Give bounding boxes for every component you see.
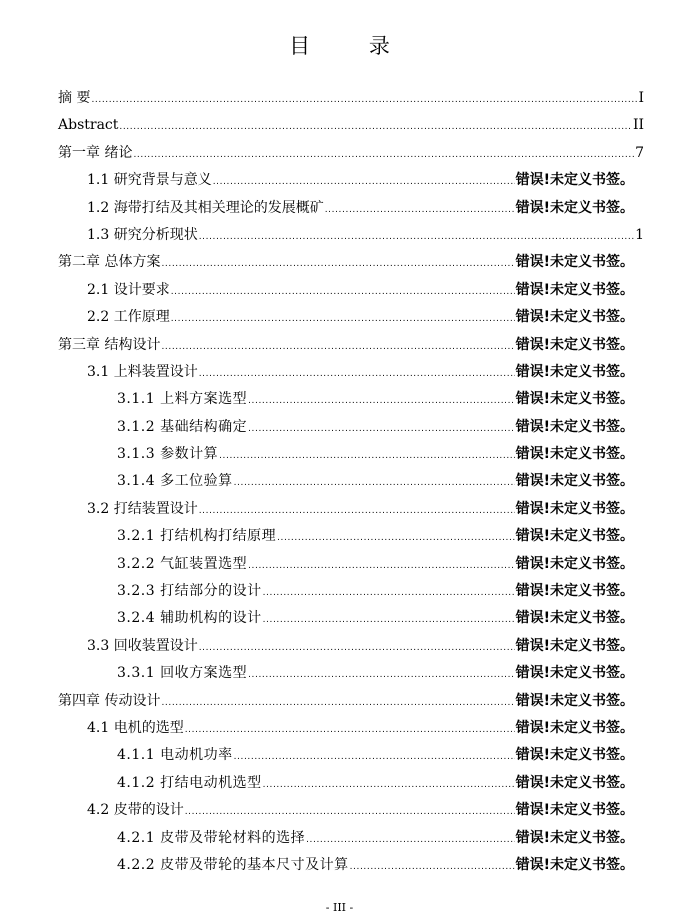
toc-entry-error-text: 错误!未定义书签。	[515, 528, 634, 545]
toc-leader-dots	[234, 744, 515, 771]
toc-entry-label: 3.3 回收装置设计	[87, 637, 198, 654]
toc-entry-page-number: 1	[635, 226, 644, 243]
toc-entry-label: 3.1.3 参数计算	[117, 446, 219, 463]
toc-leader-dots	[263, 772, 515, 799]
toc-entry[interactable]	[58, 386, 644, 413]
toc-entry-label: 1.2 海带打结及其相关理论的发展概矿	[87, 199, 324, 216]
toc-leader-dots	[185, 799, 515, 826]
toc-entry-error-text: 错误!未定义书签。	[515, 637, 634, 654]
toc-entry-label: 3.2.4 辅助机构的设计	[117, 610, 262, 627]
toc-leader-dots	[248, 388, 515, 415]
toc-entry-label: 4.1.1 电动机功率	[117, 747, 233, 764]
toc-entry-error-text: 错误!未定义书签。	[515, 172, 634, 189]
toc-entry-error-text: 错误!未定义书签。	[515, 610, 634, 627]
toc-entry[interactable]	[58, 277, 644, 304]
toc-leader-dots	[234, 470, 515, 497]
toc-entry-error-text: 错误!未定义书签。	[515, 665, 634, 682]
toc-entry[interactable]	[58, 551, 644, 578]
toc-entry[interactable]	[58, 496, 644, 523]
toc-leader-dots	[213, 169, 515, 196]
toc-entry-label: 3.2 打结装置设计	[87, 500, 198, 517]
toc-entry-label: 摘 要	[58, 90, 91, 106]
toc-entry[interactable]	[58, 605, 644, 632]
toc-leader-dots	[185, 717, 515, 744]
toc-entry-error-text: 错误!未定义书签。	[515, 555, 634, 572]
toc-leader-dots	[171, 306, 515, 333]
toc-entry-label: 第一章 绪论	[58, 144, 133, 161]
toc-leader-dots	[133, 142, 634, 169]
toc-entry-label: 第三章 结构设计	[58, 336, 161, 353]
toc-entry-label: 1.1 研究背景与意义	[87, 172, 212, 189]
toc-entry[interactable]	[58, 578, 644, 605]
toc-entry[interactable]	[58, 332, 644, 359]
toc-entry-label: 3.3.1 回收方案选型	[117, 665, 248, 682]
toc-leader-dots	[263, 607, 515, 634]
toc-leader-dots	[350, 854, 515, 881]
toc-entry-label: 第四章 传动设计	[58, 692, 161, 709]
toc-entry[interactable]	[58, 359, 644, 386]
toc-leader-dots	[248, 662, 515, 689]
toc-entry-label: 3.1.4 多工位验算	[117, 473, 233, 490]
toc-leader-dots	[199, 224, 634, 251]
toc-entry[interactable]	[58, 167, 644, 194]
page-number-footer: - III -	[325, 901, 354, 914]
toc-leader-dots	[91, 87, 637, 114]
toc-entry-label: Abstract	[58, 117, 119, 134]
toc-entry[interactable]	[58, 468, 644, 495]
toc-leader-dots	[248, 553, 515, 580]
toc-entry-error-text: 错误!未定义书签。	[515, 719, 634, 736]
toc-entry-error-text: 错误!未定义书签。	[515, 309, 634, 326]
toc-entry[interactable]	[58, 852, 644, 879]
toc-leader-dots	[199, 361, 515, 388]
toc-leader-dots	[263, 580, 515, 607]
toc-entry[interactable]	[58, 633, 644, 660]
toc-leader-dots	[248, 416, 515, 443]
toc-entry-label: 4.1.2 打结电动机选型	[117, 774, 262, 791]
toc-entry-label: 2.2 工作原理	[87, 309, 170, 326]
toc-entry[interactable]	[58, 195, 644, 222]
toc-leader-dots	[199, 498, 515, 525]
toc-entry-label: 3.2.2 气缸装置选型	[117, 555, 248, 572]
toc-entry-page-number: 7	[635, 144, 644, 161]
toc-entry[interactable]	[58, 825, 644, 852]
toc-entry-label: 4.2.2 皮带及带轮的基本尺寸及计算	[117, 856, 349, 873]
toc-entry-error-text: 错误!未定义书签。	[515, 336, 634, 353]
toc-entry-error-text: 错误!未定义书签。	[515, 418, 634, 435]
toc-entry-error-text: 错误!未定义书签。	[515, 281, 634, 298]
toc-entry-label: 4.1 电机的选型	[87, 719, 184, 736]
toc-entry-label: 3.1 上料装置设计	[87, 363, 198, 380]
toc-entry[interactable]	[58, 441, 644, 468]
toc-entry[interactable]	[58, 660, 644, 687]
toc-entry[interactable]	[58, 140, 644, 167]
table-of-contents	[58, 85, 644, 879]
toc-entry[interactable]	[58, 742, 644, 769]
toc-entry-error-text: 错误!未定义书签。	[515, 363, 634, 380]
toc-leader-dots	[161, 334, 514, 361]
toc-leader-dots	[306, 827, 515, 854]
toc-entry[interactable]	[58, 414, 644, 441]
toc-leader-dots	[199, 635, 515, 662]
toc-entry-label: 2.1 设计要求	[87, 281, 170, 298]
toc-entry-label: 3.1.1 上料方案选型	[117, 391, 248, 408]
toc-entry-label: 4.2 皮带的设计	[87, 802, 184, 819]
toc-entry-error-text: 错误!未定义书签。	[515, 829, 634, 846]
toc-entry-error-text: 错误!未定义书签。	[515, 692, 634, 709]
toc-entry-error-text: 错误!未定义书签。	[515, 774, 634, 791]
toc-entry-label: 3.2.1 打结机构打结原理	[117, 528, 277, 545]
toc-entry-error-text: 错误!未定义书签。	[515, 747, 634, 764]
toc-entry-label: 3.1.2 基础结构确定	[117, 418, 248, 435]
toc-entry-error-text: 错误!未定义书签。	[515, 199, 634, 216]
toc-entry-page-number: I	[638, 90, 644, 106]
toc-leader-dots	[219, 443, 515, 470]
toc-leader-dots	[161, 690, 514, 717]
toc-entry-error-text: 错误!未定义书签。	[515, 473, 634, 490]
toc-entry[interactable]	[58, 523, 644, 550]
toc-entry-page-number: II	[632, 117, 644, 134]
toc-leader-dots	[325, 197, 515, 224]
toc-entry-label: 4.2.1 皮带及带轮材料的选择	[117, 829, 306, 846]
toc-entry[interactable]	[58, 249, 644, 276]
toc-entry-error-text: 错误!未定义书签。	[515, 583, 634, 600]
toc-leader-dots	[119, 114, 632, 141]
toc-entry-error-text: 错误!未定义书签。	[515, 500, 634, 517]
page-title: 目 录	[289, 34, 416, 58]
toc-leader-dots	[277, 525, 515, 552]
toc-entry-error-text: 错误!未定义书签。	[515, 856, 634, 873]
toc-entry[interactable]	[58, 222, 644, 249]
toc-leader-dots	[171, 279, 515, 306]
toc-entry-label: 3.2.3 打结部分的设计	[117, 583, 262, 600]
toc-entry[interactable]	[58, 304, 644, 331]
toc-entry[interactable]	[58, 770, 644, 797]
toc-entry-error-text: 错误!未定义书签。	[515, 254, 634, 271]
toc-entry[interactable]	[58, 85, 644, 112]
toc-entry-label: 第二章 总体方案	[58, 254, 161, 271]
toc-entry[interactable]	[58, 688, 644, 715]
toc-entry-error-text: 错误!未定义书签。	[515, 802, 634, 819]
toc-entry-label: 1.3 研究分析现状	[87, 226, 198, 243]
toc-entry[interactable]	[58, 112, 644, 139]
toc-leader-dots	[161, 251, 514, 278]
toc-entry[interactable]	[58, 797, 644, 824]
toc-entry[interactable]	[58, 715, 644, 742]
toc-entry-error-text: 错误!未定义书签。	[515, 391, 634, 408]
toc-entry-error-text: 错误!未定义书签。	[515, 446, 634, 463]
